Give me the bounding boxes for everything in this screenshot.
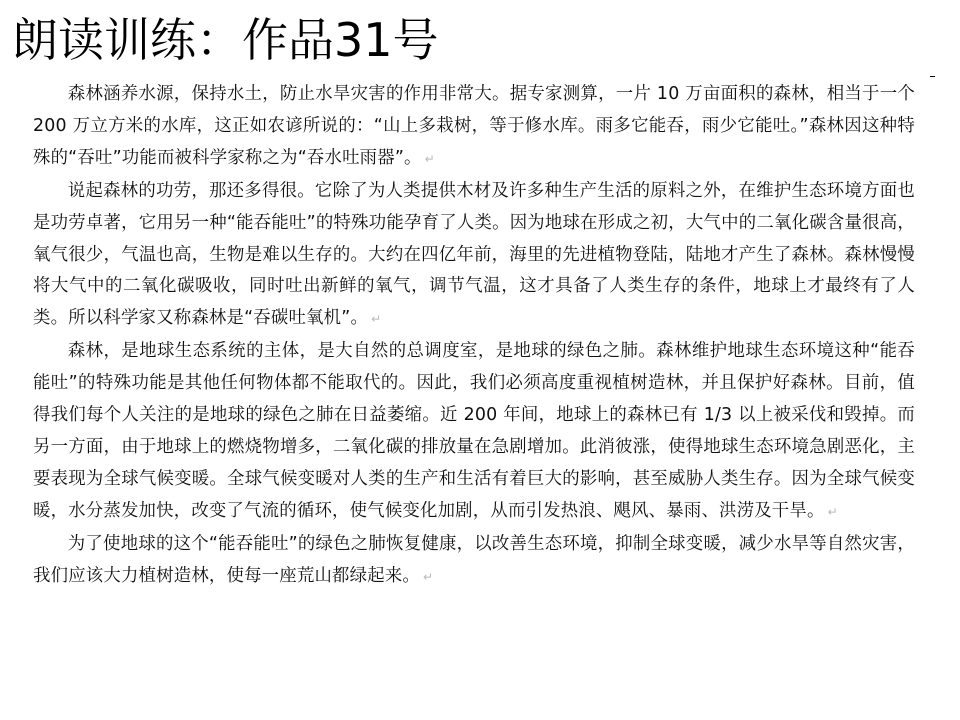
- paragraph-mark-icon: ↵: [423, 569, 434, 584]
- paragraph: [33, 529, 915, 594]
- paragraph: [33, 176, 915, 337]
- paragraph: [33, 79, 915, 176]
- paragraph-mark-icon: ↵: [371, 312, 382, 327]
- edge-mark: [930, 76, 935, 77]
- paragraph: [33, 336, 915, 528]
- paragraph-text: 说起森林的功劳，那还多得很。它除了为人类提供木材及许多种生产生活的原料之外，在维护生态环境方面也是功劳卓著，它用另一种“能吞能吐”的特殊功能孕育了人类。因为地球在形成之初，大气中的二氧化碳含量很高，氧气很少，气温也高，生物是难以生存的。大约在四亿年前，海里的先进植物登陆，陆地才产生了森林。森林慢慢将大气中的二氧化碳吸收，同时吐出新鲜的氧气，调节气温，这才具备了人类生存的条件，地球上才最终有了人类。所以科学家又称森林是“吞碳吐氧机”。: [33, 180, 915, 329]
- paragraph-mark-icon: ↵: [424, 151, 435, 166]
- passage-text: [33, 79, 915, 594]
- paragraph-text: 为了使地球的这个“能吞能吐”的绿色之肺恢复健康，以改善生态环境，抑制全球变暖，减少水旱等自然灾害，我们应该大力植树造林，使每一座荒山都绿起来。: [33, 533, 915, 586]
- slide-title: 朗读训练：作品31号: [12, 13, 439, 67]
- paragraph-mark-icon: ↵: [827, 504, 838, 519]
- paragraph-text: 森林涵养水源，保持水土，防止水旱灾害的作用非常大。据专家测算，一片 10 万亩面积的森林，相当于一个 200 万立方米的水库，这正如农谚所说的：“山上多栽树，等于修水库。雨多它能吞，雨少它能吐。”森林因这种特殊的“吞吐”功能而被科学家称之为“吞水吐雨器”。: [33, 84, 915, 168]
- paragraph-text: 森林，是地球生态系统的主体，是大自然的总调度室，是地球的绿色之肺。森林维护地球生态环境这种“能吞能吐”的特殊功能是其他任何物体都不能取代的。因此，我们必须高度重视植树造林，并且保护好森林。目前，值得我们每个人关注的是地球的绿色之肺在日益萎缩。近 200 年间，地球上的森林已有 1/3 以上被采伐和毁掉。而另一方面，由于地球上的燃烧物增多，二氧化碳的排放量在急剧增加。此消彼涨，使得地球生态环境急剧恶化，主要表现为全球气候变暖。全球气候变暖对人类的生产和生活有着巨大的影响，甚至威胁人类生存。因为全球气候变暖，水分蒸发加快，改变了气流的循环，使气候变化加剧，从而引发热浪、飓风、暴雨、洪涝及干旱。: [33, 341, 915, 521]
